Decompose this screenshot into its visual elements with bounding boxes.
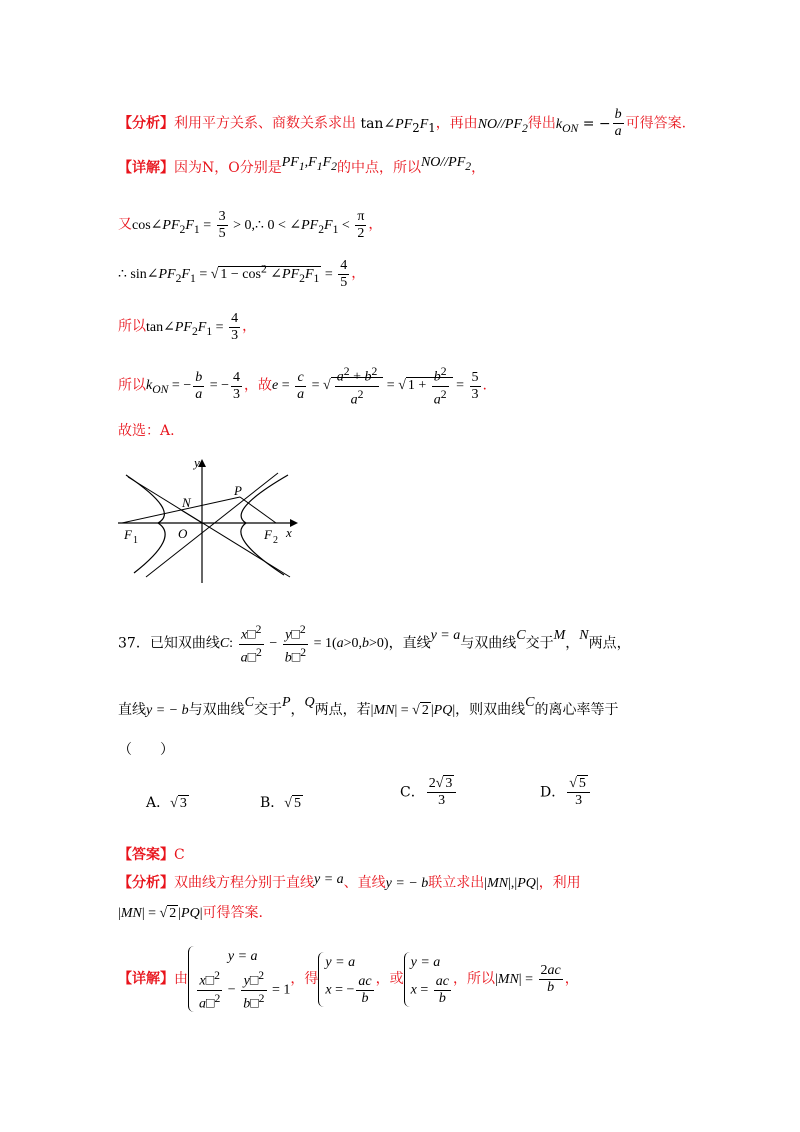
label-f1-sub: 1: [133, 535, 138, 546]
label-f2-sub: 2: [273, 535, 278, 546]
q37-text-4: 交于: [525, 635, 554, 652]
select-answer: 故选：A.: [118, 423, 175, 439]
analysis-text-2: ，再由: [435, 115, 478, 132]
system-2: y = a x = − $\frac{ac}{b}$: [318, 952, 375, 1007]
q37-q: Q: [304, 695, 315, 710]
label-o: O: [178, 526, 188, 541]
analysis-text-4: 可得答案.: [625, 115, 687, 132]
option-a-value: √ 3: [170, 796, 187, 811]
right-branch: [241, 475, 288, 575]
label-x: x: [286, 525, 292, 540]
analysis2-y-a: y = a: [314, 872, 344, 887]
formula-tan: $\tan\angle PF_2F_1$ = $\frac{4}{3}$: [146, 311, 239, 343]
system-3: y = a x = $\frac{ac}{b}$: [404, 952, 453, 1007]
label-p: P: [234, 483, 242, 498]
q37-line2-g: 的离心率等于: [534, 702, 619, 718]
q37-line2-c: 交于: [253, 702, 282, 718]
formula-sin: ∴ $\sin\angle PF_2F_1$ = √ $1 - \cos^2$ $\angle PF_2F_1$ = $\frac{4}{5}$: [118, 258, 348, 290]
option-d-value: $\frac{√ 5}{3}$: [567, 776, 590, 809]
analysis-tag: 【分析】: [118, 115, 174, 132]
option-c-value: $\frac{2√ 3}{3}$: [427, 776, 457, 809]
analysis2-text-4: ，利用: [538, 875, 581, 891]
analysis2-text-1: 双曲线方程分别于直线: [174, 875, 314, 891]
detail-line-1: [118, 155, 486, 183]
analysis2-text-5: 可得答案.: [202, 905, 263, 921]
q37-text-2: ，直线: [388, 635, 431, 652]
q37-line-y-a: y = a: [430, 628, 461, 644]
kon-line-mid: ，故: [244, 377, 273, 394]
segment-n-o: [181, 510, 202, 523]
formula-pf1-f1f2: $PF_1,F_1F_2$: [281, 155, 337, 173]
q37-line2-f: ，则双曲线: [455, 702, 526, 718]
detail2-text-3: ，或: [375, 971, 404, 988]
analysis-line-2b: [118, 903, 263, 924]
formula-kon-value: $k_{ON}$ = − $\frac{b}{a}$ = − $\frac{4}{3}$: [146, 369, 241, 402]
q37-text-5: ，: [565, 635, 580, 652]
detail-text-1: 因为N，O分别是: [174, 160, 282, 176]
label-f2: F: [264, 527, 272, 542]
q37-text-6: 两点，: [588, 635, 631, 652]
formula-tan-pf2f1: $\tan\angle PF_2F_1$: [356, 115, 436, 135]
q37-line-2: [118, 695, 619, 721]
formula-cos: $\cos\angle PF_2F_1$ = $\frac{3}{5}$ > 0,∴ $0 < \angle PF_2F_1$ < $\frac{\pi}{2}$: [132, 209, 365, 241]
option-d-label: D．: [540, 784, 566, 801]
answer-value: C: [174, 847, 185, 863]
tan-line-prefix: 所以: [118, 318, 146, 335]
q37-line2-d: ，: [290, 702, 305, 718]
option-d: [540, 776, 592, 809]
q37-number: 37．: [118, 635, 150, 652]
option-b-value: √ 5: [284, 796, 301, 811]
option-b: [260, 792, 303, 812]
detail2-text-4: ，所以: [452, 971, 495, 988]
analysis2-relation: |MN| = √ 2 |PQ|: [118, 906, 203, 921]
detail2-text-2: ，得: [290, 971, 319, 988]
kon-line-prefix: 所以: [118, 377, 146, 394]
kon-line: 所以$k_{ON}$ = − $\frac{b}{a}$ = − $\frac{4}{3}$ ，故e = $\frac{c}{a}$ = √ $\frac{a^2 + b^2}{a^2}$ = √ 1 + $\frac{b^2}{a^2}$ = $\frac{5}{3}$ .: [118, 365, 487, 408]
formula-kon: $k_{ON}$ = − $\frac{b}{a}$: [555, 107, 622, 139]
detail-tag: 【详解】: [118, 160, 174, 176]
asymptote-2: [146, 473, 278, 577]
cos-line: 又$\cos\angle PF_2F_1$ = $\frac{3}{5}$ > 0,∴ $0 < \angle PF_2F_1$ < $\frac{\pi}{2}$ ，: [118, 209, 383, 241]
detail2-tag: 【详解】: [118, 971, 174, 988]
q37-c2: C: [244, 695, 254, 710]
segment-p-f2: [240, 497, 276, 523]
analysis2-text-2: 、直线: [343, 875, 386, 891]
q37-mn-pq: |MN| = √ 2 |PQ|: [370, 703, 456, 718]
detail-text-2: 的中点，所以: [336, 160, 421, 176]
q37-line-1: [118, 622, 631, 666]
option-a-label: A．: [146, 795, 171, 811]
q37-m: M: [553, 628, 566, 644]
formula-no-pf2: $NO//PF_2$: [420, 155, 472, 173]
option-a: [146, 792, 189, 812]
q37-hyperbola-eq: C: $\frac{x□^2}{a□^2}$ − $\frac{y□^2}{b□^2}$ = 1(a>0,b>0): [219, 623, 389, 666]
label-f1: F: [124, 527, 132, 542]
q37-n: N: [579, 628, 589, 644]
analysis2-tag: 【分析】: [118, 875, 174, 891]
label-n: N: [182, 495, 191, 510]
q37-line2-e: 两点，若: [314, 702, 371, 718]
analysis2-mn-pq: |MN|,|PQ|: [484, 876, 539, 891]
q37-c3: C: [525, 695, 535, 710]
left-branch: [126, 475, 165, 573]
analysis-text-1: 利用平方关系、商数关系求出: [174, 115, 356, 132]
detail-text-3: ，: [471, 160, 486, 176]
detail2-mn-value: |MN| = $\frac{2ac}{b}$: [494, 963, 561, 996]
q37-c1: C: [516, 628, 526, 644]
q37-p: P: [281, 695, 291, 710]
q37-text-1: 已知双曲线: [149, 635, 220, 652]
option-c: [400, 776, 458, 809]
analysis-line-1: [118, 107, 686, 140]
hyperbola-figure: [118, 455, 298, 585]
q37-line2-b: 与双曲线: [188, 702, 245, 718]
formula-no-parallel: $NO//PF_2$: [477, 116, 528, 135]
detail2-text-1: 由: [174, 971, 188, 988]
q37-paren: （ ）: [118, 742, 174, 758]
q37-line2-a: 直线: [118, 702, 146, 718]
detail-line-2: [118, 946, 579, 1012]
formula-eccentricity: e = $\frac{c}{a}$ = √ $\frac{a^2 + b^2}{a^2}$ = √ 1 + $\frac{b^2}{a^2}$ = $\frac{5}{3}$: [272, 365, 479, 408]
q37-line-y-neg-b: y = − b: [146, 703, 189, 718]
system-1: y = a $\frac{x□^2}{a□^2}$ − $\frac{y□^2}{b□^2}$ = 1: [188, 946, 290, 1012]
analysis2-y-neg-b: y = − b: [385, 876, 429, 891]
answer-line: [118, 845, 185, 865]
tan-line: 所以$\tan\angle PF_2F_1$ = $\frac{4}{3}$ ，: [118, 311, 257, 343]
analysis2-text-3: 联立求出: [428, 875, 485, 891]
analysis-line-2: [118, 873, 581, 894]
detail2-text-5: ，: [564, 971, 579, 988]
analysis-text-3: 得出: [527, 115, 556, 132]
answer-tag: 【答案】: [118, 847, 174, 863]
sin-line: ∴ $\sin\angle PF_2F_1$ = √ $1 - \cos^2$ $\angle PF_2F_1$ = $\frac{4}{5}$ ，: [118, 258, 366, 290]
option-b-label: B．: [260, 795, 285, 811]
cos-line-prefix: 又: [118, 216, 132, 233]
label-y: y: [194, 455, 200, 470]
option-c-label: C．: [400, 784, 425, 801]
q37-text-3: 与双曲线: [460, 635, 517, 652]
